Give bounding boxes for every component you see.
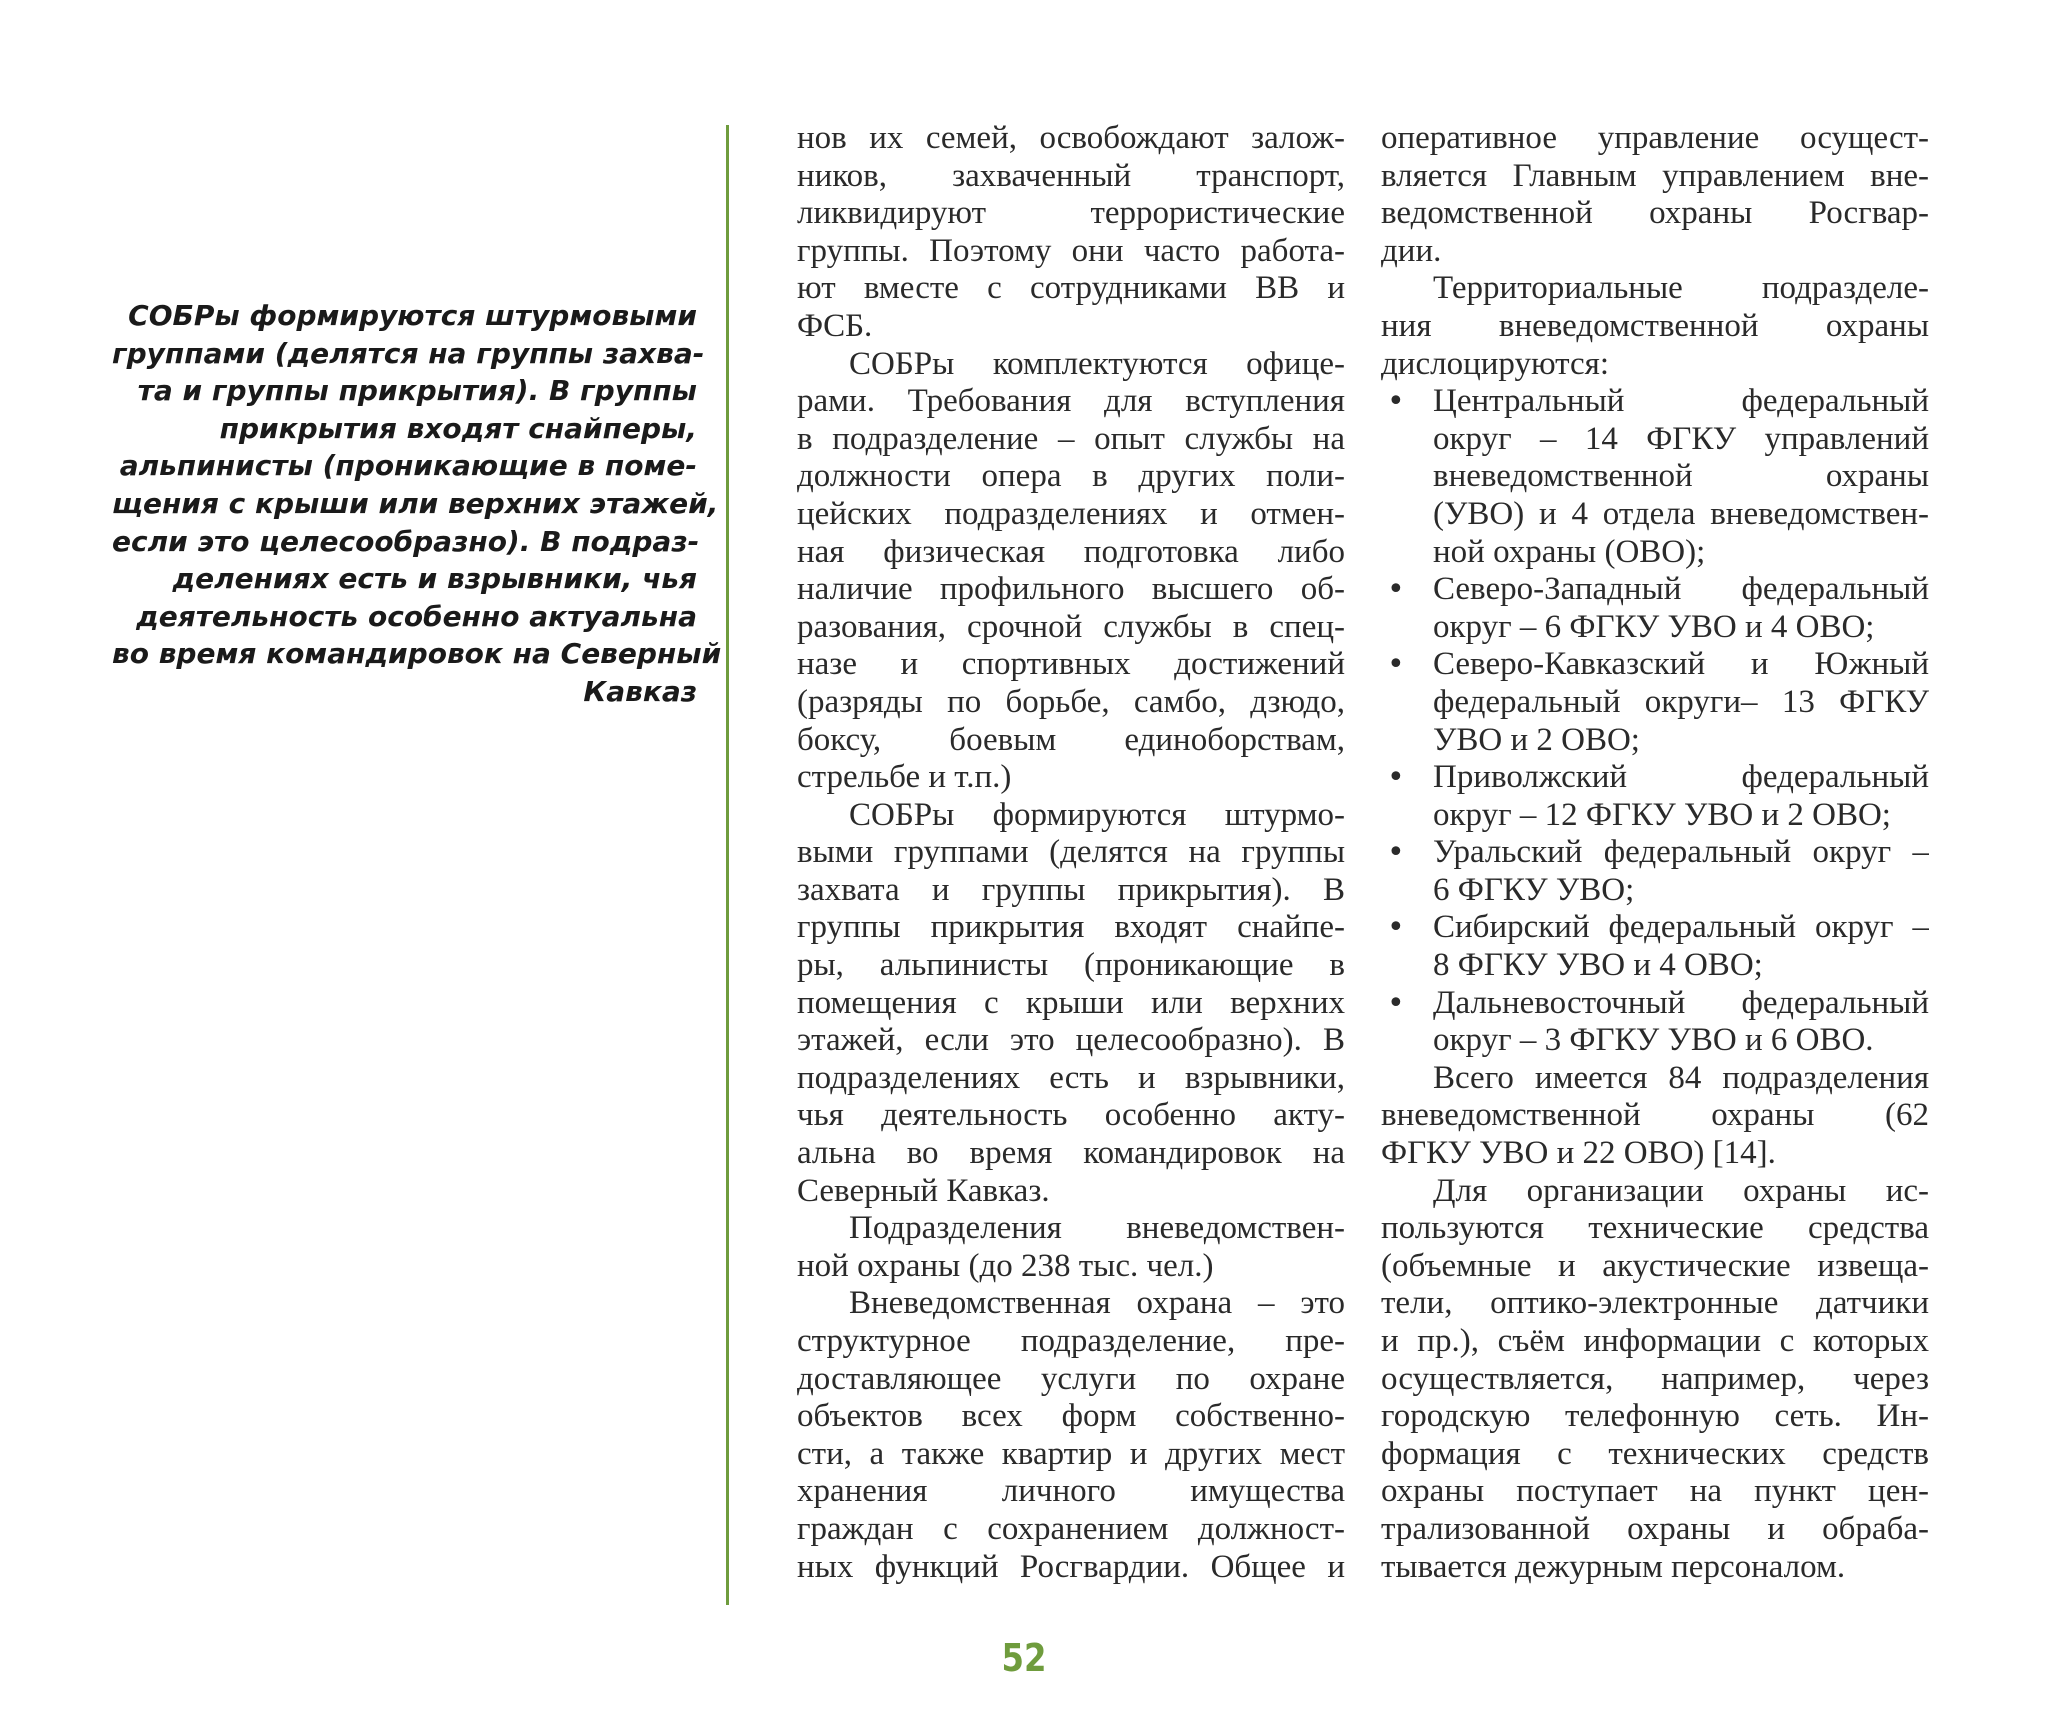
list-item (1381, 759, 1929, 834)
body-line: ликвидируют террористические (797, 195, 1345, 232)
list-text: Северо-Кавказский и Южный (1433, 646, 1929, 683)
body-line: дии. (1381, 232, 1442, 269)
quote-line: если это целесообразно). В подраз- (112, 524, 700, 558)
list-text: Уральский федеральный округ – (1433, 834, 1929, 871)
body-line: оперативное управление осущест- (1381, 120, 1929, 156)
list-line: УВО и 2 ОВО; (1433, 721, 1640, 758)
body-line: Для организации охраны ис- (1433, 1172, 1929, 1209)
body-line: хранения личного имущества (797, 1473, 1345, 1510)
body-line: этажей, если это целесообразно). В (797, 1022, 1345, 1059)
list-line: ной охраны (ОВО); (1433, 533, 1706, 570)
body-line: граждан с сохранением должност- (797, 1510, 1345, 1547)
bullet-icon: • (1387, 985, 1405, 1021)
list-line (1381, 383, 1929, 421)
text-column-2 (1381, 120, 1929, 1586)
list-line: (УВО) и 4 отдела вневедомствен- (1433, 495, 1929, 532)
list-line: округ – 12 ФГКУ УВО и 2 ОВО; (1433, 796, 1891, 833)
list-text: Приволжский федеральный (1433, 759, 1929, 796)
body-line: Подразделения вневедомствен- (849, 1210, 1345, 1247)
bullet-icon: • (1387, 572, 1405, 608)
page-number: 52 (1001, 1636, 1047, 1680)
body-line: ных функций Росгвардии. Общее и (797, 1548, 1345, 1585)
body-line: захвата и группы прикрытия). В (797, 871, 1345, 908)
body-line: в подразделение – опыт службы на (797, 420, 1345, 457)
body-line: ФСБ. (797, 307, 873, 344)
body-line: ной охраны (до 238 тыс. чел.) (797, 1247, 1214, 1284)
body-line: тывается дежурным персоналом. (1381, 1548, 1846, 1585)
body-line: формация с технических средств (1381, 1435, 1929, 1472)
list-line: округ – 3 ФГКУ УВО и 6 ОВО. (1433, 1022, 1874, 1059)
body-line: Территориальные подразделе- (1433, 270, 1929, 307)
body-line: ФГКУ УВО и 22 ОВО) [14]. (1381, 1135, 1776, 1172)
list-item (1381, 834, 1929, 909)
body-line: должности опера в других поли- (797, 458, 1345, 495)
list-line (1381, 909, 1929, 947)
quote-line: та и группы прикрытия). В группы (137, 374, 697, 408)
body-line: Вневедомственная охрана – это (849, 1285, 1345, 1322)
quote-line: делениях есть и взрывники, чья (172, 562, 697, 596)
body-line: Северный Кавказ. (797, 1172, 1050, 1209)
body-line: ников, захваченный транспорт, (797, 157, 1345, 194)
list-line: вневедомственной охраны (1433, 458, 1929, 495)
list-line: округ – 14 ФГКУ управлений (1433, 420, 1929, 457)
body-line: вневедомственной охраны (62 (1381, 1097, 1929, 1134)
bullet-icon: • (1387, 760, 1405, 796)
body-line: вляется Главным управлением вне- (1381, 157, 1929, 194)
body-line: подразделениях есть и взрывники, (797, 1059, 1345, 1096)
body-line: (разряды по борьбе, самбо, дзюдо, (797, 683, 1345, 720)
list-line (1381, 985, 1929, 1023)
body-line: ная физическая подготовка либо (797, 533, 1345, 570)
body-line: охраны поступает на пункт цен- (1381, 1473, 1929, 1510)
body-line: осуществляется, например, через (1381, 1360, 1929, 1397)
sidebar-pull-quote (112, 297, 722, 711)
body-line: группы прикрытия входят снайпе- (797, 909, 1345, 946)
list-text: Дальневосточный федеральный (1433, 984, 1929, 1021)
body-line: ют вместе с сотрудниками ВВ и (797, 270, 1345, 307)
body-line: альна во время командировок на (797, 1135, 1345, 1172)
body-line: нов их семей, освобождают залож- (797, 120, 1345, 156)
body-line: городскую телефонную сеть. Ин- (1381, 1398, 1929, 1435)
body-line: трализованной охраны и обраба- (1381, 1510, 1929, 1547)
body-line: разования, срочной службы в спец- (797, 608, 1345, 645)
body-line: объектов всех форм собственно- (797, 1398, 1345, 1435)
bullet-icon: • (1387, 910, 1405, 946)
list-item (1381, 909, 1929, 984)
body-line: стрельбе и т.п.) (797, 759, 1012, 796)
body-line: наличие профильного высшего об- (797, 571, 1345, 608)
body-line: тели, оптико-электронные датчики (1381, 1285, 1929, 1322)
list-text: Северо-Западный федеральный (1433, 571, 1929, 608)
vertical-divider (726, 125, 729, 1605)
body-line: (объемные и акустические извеща- (1381, 1247, 1929, 1284)
body-line: боксу, боевым единоборствам, (797, 721, 1345, 758)
body-line: группы. Поэтому они часто работа- (797, 232, 1345, 269)
body-line: чья деятельность особенно акту- (797, 1097, 1345, 1134)
list-text: Сибирский федеральный округ – (1433, 909, 1929, 946)
body-line: дислоцируются: (1381, 345, 1609, 382)
quote-line: деятельность особенно актуальна (136, 599, 697, 633)
list-line: федеральный округи– 13 ФГКУ (1433, 683, 1929, 720)
body-line: и пр.), съём информации с которых (1381, 1323, 1929, 1359)
quote-line: группами (делятся на группы захва- (112, 336, 705, 370)
body-line: СОБРы комплектуются офице- (849, 345, 1345, 382)
list-line (1381, 759, 1929, 797)
body-line: СОБРы формируются штурмо- (849, 796, 1345, 833)
list-line: 8 ФГКУ УВО и 4 ОВО; (1433, 947, 1763, 984)
body-line: пользуются технические средства (1381, 1210, 1929, 1247)
quote-line: прикрытия входят снайперы, (219, 411, 697, 445)
list-line (1381, 834, 1929, 872)
body-line: доставляющее услуги по охране (797, 1360, 1345, 1397)
body-line: выми группами (делятся на группы (797, 834, 1345, 871)
quote-line: альпинисты (проникающие в поме- (119, 449, 697, 483)
body-line: структурное подразделение, пре- (797, 1323, 1345, 1359)
list-item (1381, 646, 1929, 759)
body-line: ния вневедомственной охраны (1381, 307, 1929, 344)
list-line: округ – 6 ФГКУ УВО и 4 ОВО; (1433, 608, 1875, 645)
body-line: цейских подразделениях и отмен- (797, 495, 1345, 532)
quote-line: Кавказ (583, 674, 697, 708)
body-line: помещения с крыши или верхних (797, 984, 1345, 1021)
bullet-icon: • (1387, 835, 1405, 871)
list-item (1381, 571, 1929, 646)
list-line (1381, 571, 1929, 609)
body-line: ведомственной охраны Росгвар- (1381, 195, 1929, 232)
list-item (1381, 383, 1929, 571)
body-line: Всего имеется 84 подразделения (1433, 1059, 1929, 1096)
quote-line: щения с крыши или верхних этажей, (112, 486, 719, 520)
list-item (1381, 985, 1929, 1060)
body-line: назе и спортивных достижений (797, 646, 1345, 683)
text-column-1 (797, 120, 1345, 1586)
bullet-icon: • (1387, 647, 1405, 683)
quote-line: СОБРы формируются штурмовыми (128, 299, 697, 332)
list-line: 6 ФГКУ УВО; (1433, 871, 1635, 908)
body-line: сти, а также квартир и других мест (797, 1435, 1345, 1472)
bullet-icon: • (1387, 384, 1405, 420)
body-line: рами. Требования для вступления (797, 383, 1345, 420)
list-text: Центральный федеральный (1433, 383, 1929, 420)
quote-line: во время командировок на Северный (112, 637, 722, 671)
list-line (1381, 646, 1929, 684)
body-line: ры, альпинисты (проникающие в (797, 947, 1345, 984)
